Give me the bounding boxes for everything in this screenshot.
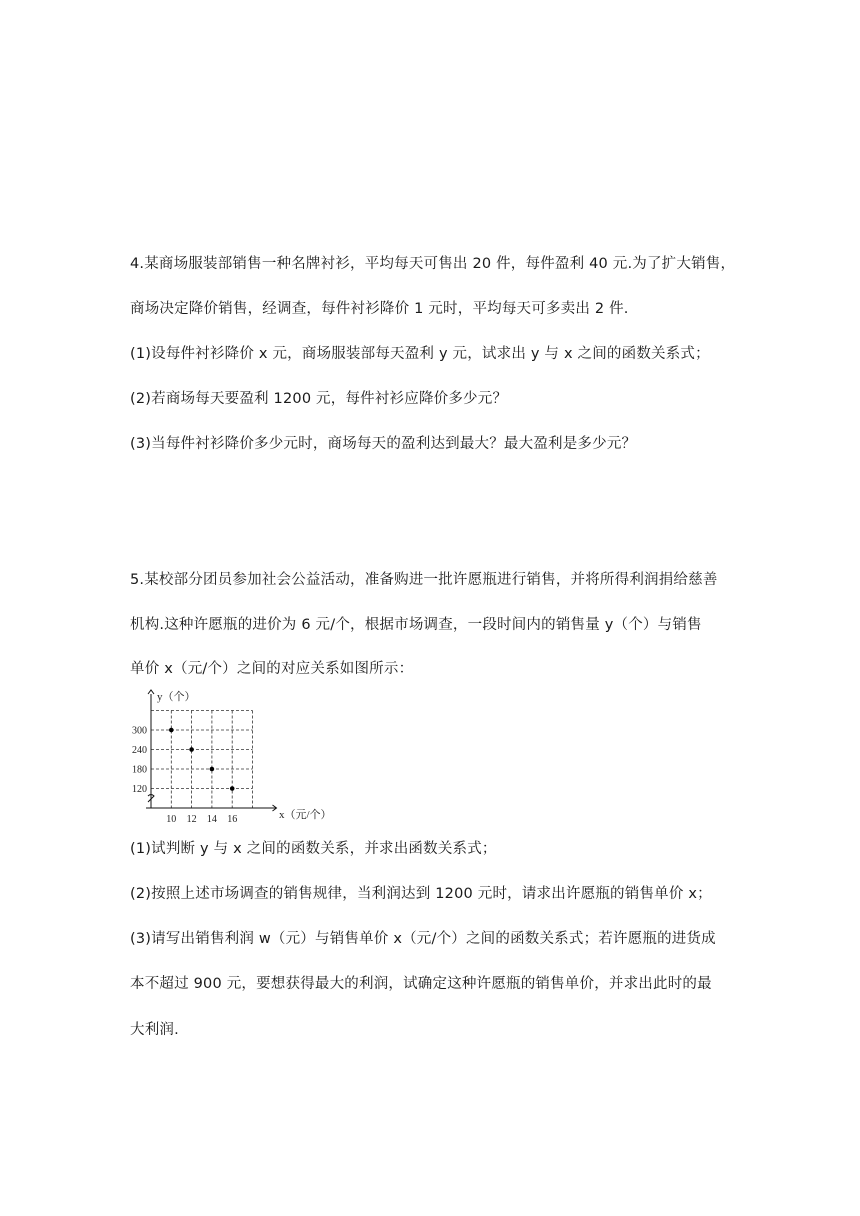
problem4-line2: 商场决定降价销售，经调查，每件衬衫降价 1 元时，平均每天可多卖出 2 件. <box>130 301 629 317</box>
chart-axes <box>146 690 277 811</box>
problem5-q3-line3: 大利润. <box>130 1022 179 1038</box>
problem5-q2: (2)按照上述市场调查的销售规律，当利润达到 1200 元时，请求出许愿瓶的销售单价 x； <box>130 886 712 902</box>
y-tick-label: 300 <box>132 725 147 737</box>
y-axis-arrow <box>148 690 154 694</box>
chart-points <box>169 728 235 791</box>
chart-ticks <box>132 726 237 826</box>
y-axis-label: y（个） <box>157 691 196 703</box>
y-tick-label: 120 <box>132 784 147 795</box>
problem4-q3: (3)当每件衬衫降价多少元时，商场每天的盈利达到最大？最大盈利是多少元？ <box>130 436 637 452</box>
problem5-line2: 机构.这种许愿瓶的进价为 6 元/个，根据市场调查，一段时间内的销售量 y（个）与销售 <box>130 617 702 633</box>
problem4-q1: (1)设每件衬衫降价 x 元，商场服装部每天盈利 y 元，试求出 y 与 x 之间的函数关系式； <box>130 346 710 362</box>
x-axis-label: x（元/个） <box>279 809 332 821</box>
data-point <box>169 728 174 733</box>
scatter-chart <box>126 688 336 830</box>
data-point <box>189 747 194 752</box>
problem5-line1: 5.某校部分团员参加社会公益活动，准备购进一批许愿瓶进行销售，并将所得利润捐给慈善 <box>130 572 718 588</box>
x-tick-label: 16 <box>227 814 238 825</box>
problem4-line1: 4.某商场服装部销售一种名牌衬衫，平均每天可售出 20 件，每件盈利 40 元.为了扩大销售， <box>130 256 736 272</box>
problem5-q3-line1: (3)请写出销售利润 w（元）与销售单价 x（元/个）之间的函数关系式；若许愿瓶的进货成 <box>130 931 716 947</box>
problem4-q2: (2)若商场每天要盈利 1200 元，每件衬衫应降价多少元？ <box>130 391 508 407</box>
x-tick-label: 12 <box>186 814 197 825</box>
problem5-q1: (1)试判断 y 与 x 之间的函数关系，并求出函数关系式； <box>130 841 497 857</box>
y-tick-label: 180 <box>132 764 147 776</box>
x-tick-label: 10 <box>166 814 177 825</box>
problem5-q3-line2: 本不超过 900 元，要想获得最大的利润，试确定这种许愿瓶的销售单价，并求出此时的最 <box>130 976 712 992</box>
chart-grid <box>151 711 253 809</box>
x-tick-label: 14 <box>206 814 217 825</box>
data-point <box>210 767 215 772</box>
y-tick-label: 240 <box>132 745 147 756</box>
problem5-line3: 单价 x（元/个）之间的对应关系如图所示： <box>130 661 414 677</box>
data-point <box>230 786 235 791</box>
